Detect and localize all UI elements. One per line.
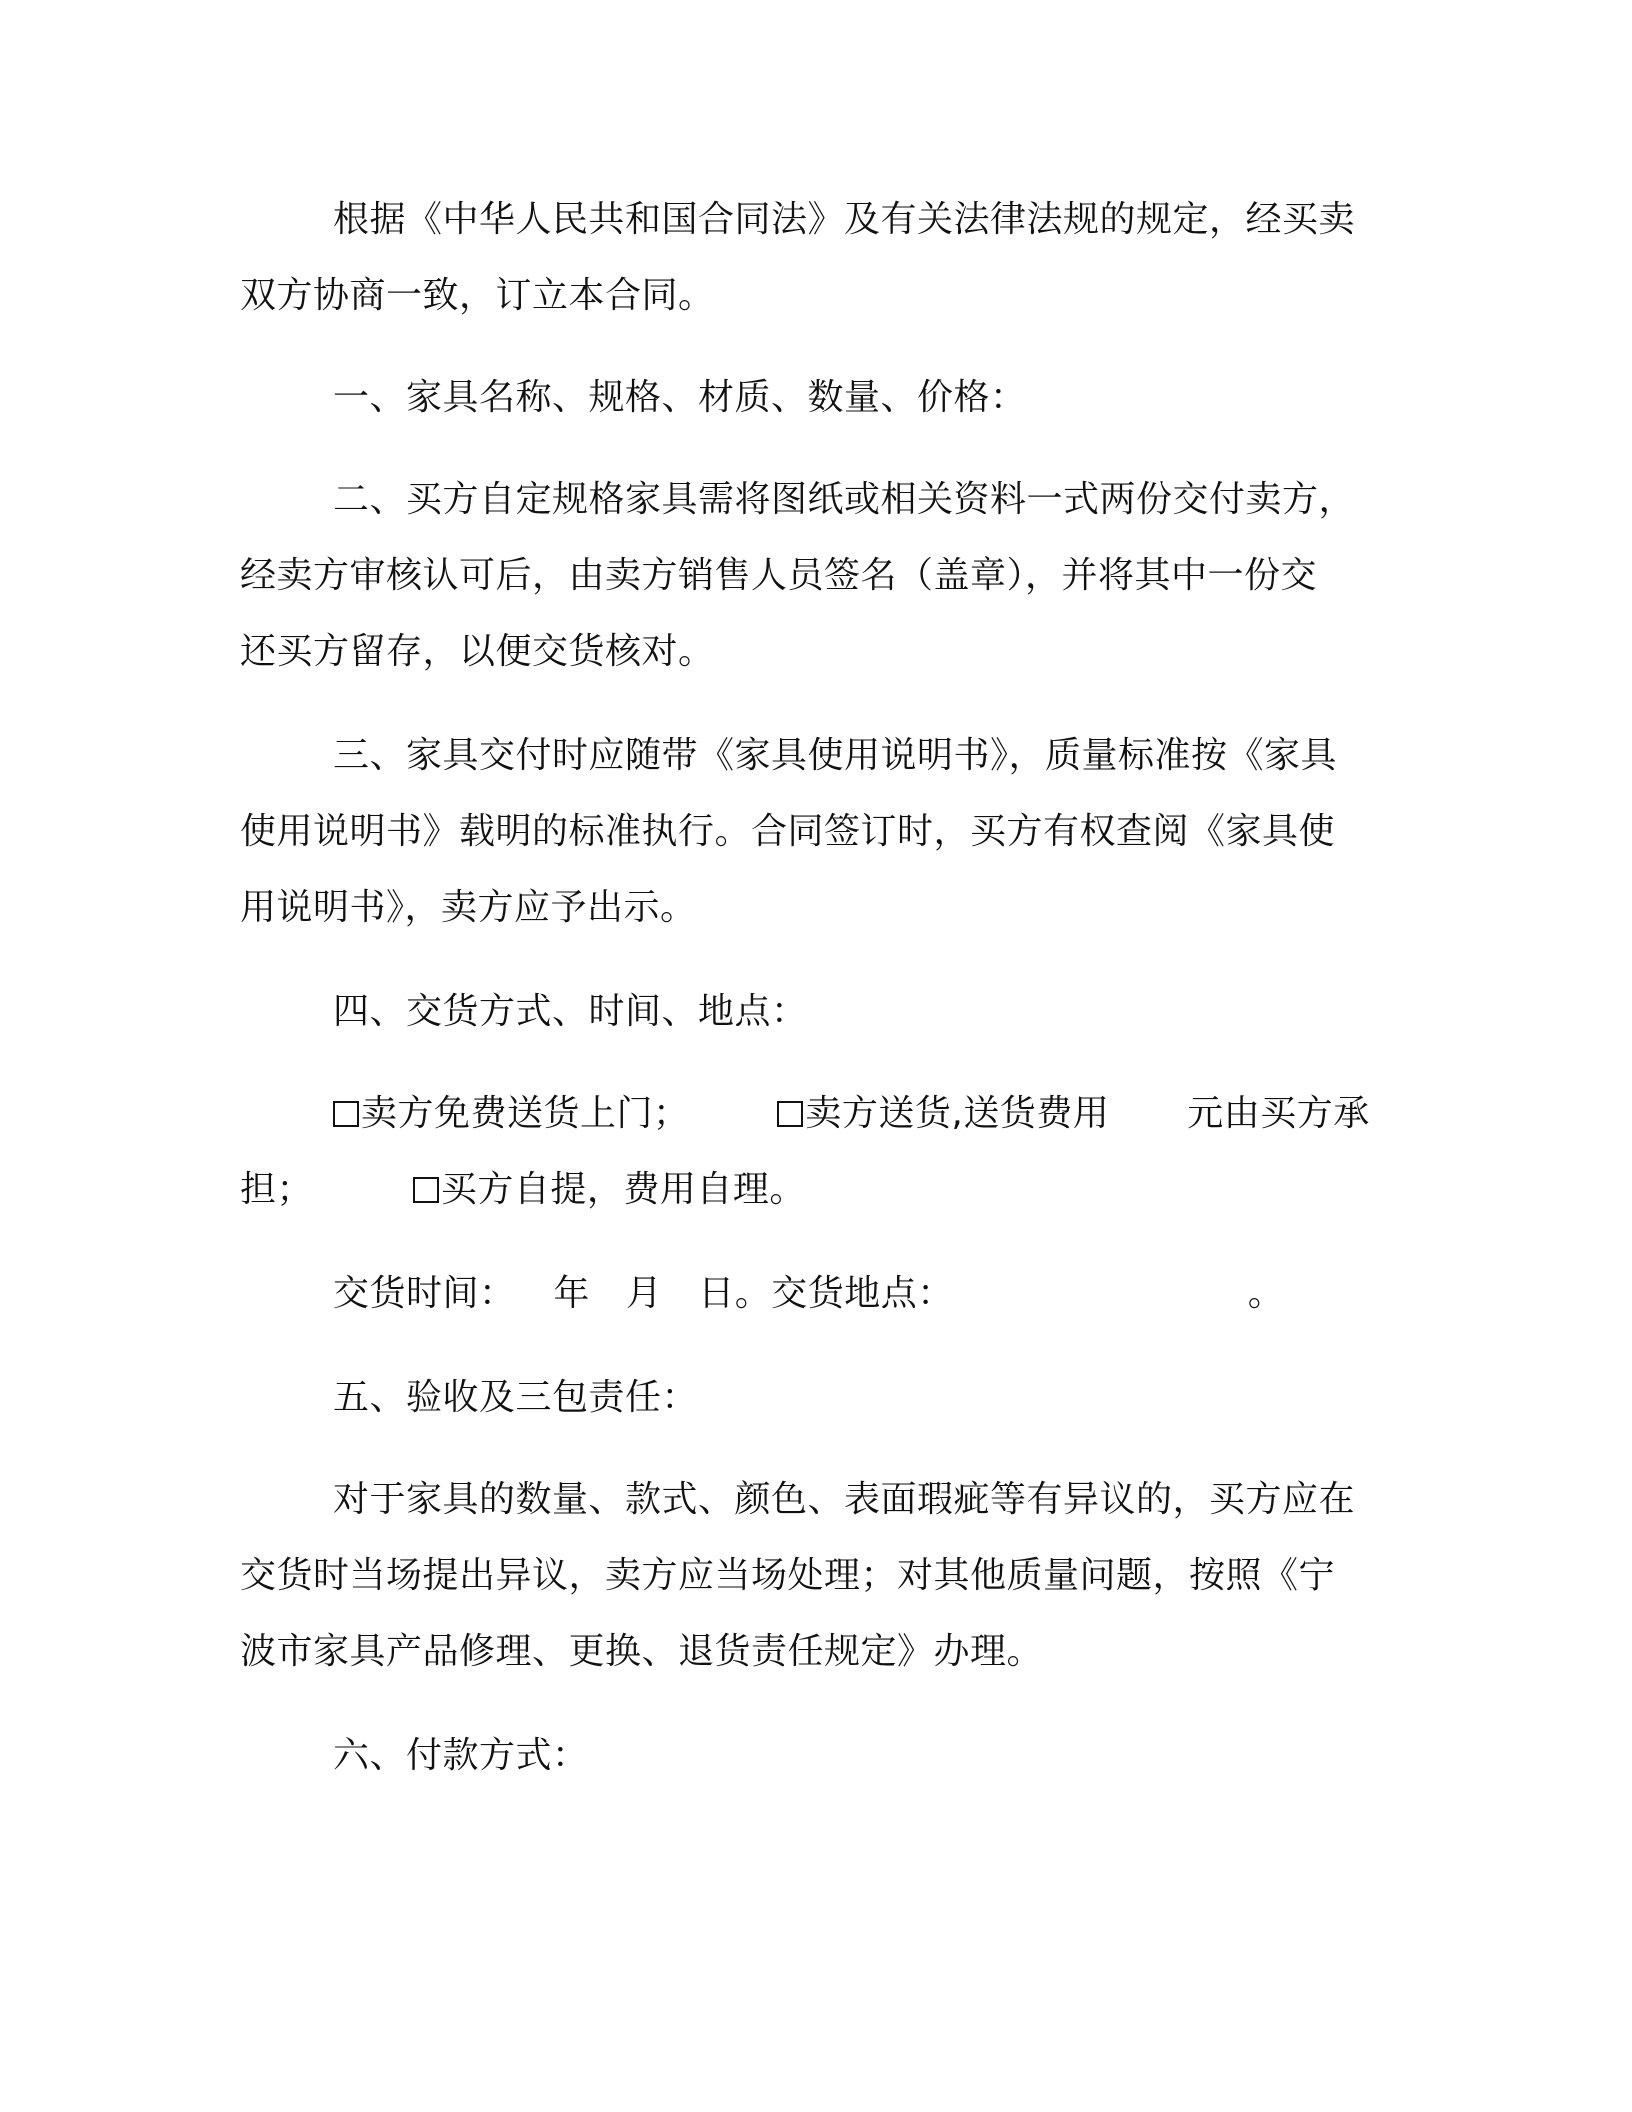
section-4-heading: 四、交货方式、时间、地点： xyxy=(333,991,808,1032)
section-2-line-3: 还买方留存，以便交货核对。 xyxy=(240,631,715,672)
delivery-option-free-label: 卖方免费送货上门； xyxy=(361,1093,690,1134)
delivery-option-paid-cont: 元由买方承 xyxy=(1187,1093,1370,1134)
section-3-line-1: 三、家具交付时应随带《家具使用说明书》，质量标准按《家具 xyxy=(333,735,1338,776)
section-1-heading: 一、家具名称、规格、材质、数量、价格： xyxy=(333,377,1027,418)
delivery-option-pickup-label: 买方自提，费用自理。 xyxy=(440,1169,806,1210)
delivery-option-pickup-checkbox[interactable] xyxy=(413,1177,439,1203)
delivery-day: 日。 xyxy=(698,1273,772,1314)
section-3-line-2: 使用说明书》载明的标准执行。合同签订时，买方有权查阅《家具使 xyxy=(240,811,1336,852)
delivery-option-paid-end: 担； xyxy=(240,1169,314,1210)
delivery-place-label: 交货地点： xyxy=(771,1273,954,1314)
section-3-line-3: 用说明书》，卖方应予出示。 xyxy=(240,887,697,928)
delivery-options-line-2 xyxy=(240,1166,1390,1214)
delivery-time-line xyxy=(333,1270,1483,1318)
intro-line-1: 根据《中华人民共和国合同法》及有关法律法规的规定，经买卖 xyxy=(333,199,1356,240)
section-6-heading: 六、付款方式： xyxy=(333,1735,589,1776)
intro-line-2: 双方协商一致，订立本合同。 xyxy=(240,275,715,316)
section-5-heading: 五、验收及三包责任： xyxy=(333,1377,699,1418)
delivery-option-paid-label: 卖方送货,送货费用 xyxy=(805,1093,1110,1134)
delivery-option-paid-checkbox[interactable] xyxy=(777,1101,803,1127)
section-5-line-3: 波市家具产品修理、更换、退货责任规定》办理。 xyxy=(240,1631,1044,1672)
delivery-options-line-1 xyxy=(333,1090,1483,1138)
section-5-line-2: 交货时当场提出异议，卖方应当场处理；对其他质量问题，按照《宁 xyxy=(240,1555,1336,1596)
delivery-option-free-checkbox[interactable] xyxy=(333,1101,359,1127)
delivery-place-end: 。 xyxy=(1247,1273,1285,1314)
delivery-month: 月 xyxy=(625,1273,663,1314)
section-5-line-1: 对于家具的数量、款式、颜色、表面瑕疵等有异议的，买方应在 xyxy=(333,1479,1356,1520)
delivery-year: 年 xyxy=(553,1273,590,1314)
section-2-line-1: 二、买方自定规格家具需将图纸或相关资料一式两份交付卖方， xyxy=(333,479,1356,520)
section-2-line-2: 经卖方审核认可后，由卖方销售人员签名（盖章），并将其中一份交 xyxy=(240,555,1318,596)
delivery-time-label: 交货时间： xyxy=(333,1273,516,1314)
